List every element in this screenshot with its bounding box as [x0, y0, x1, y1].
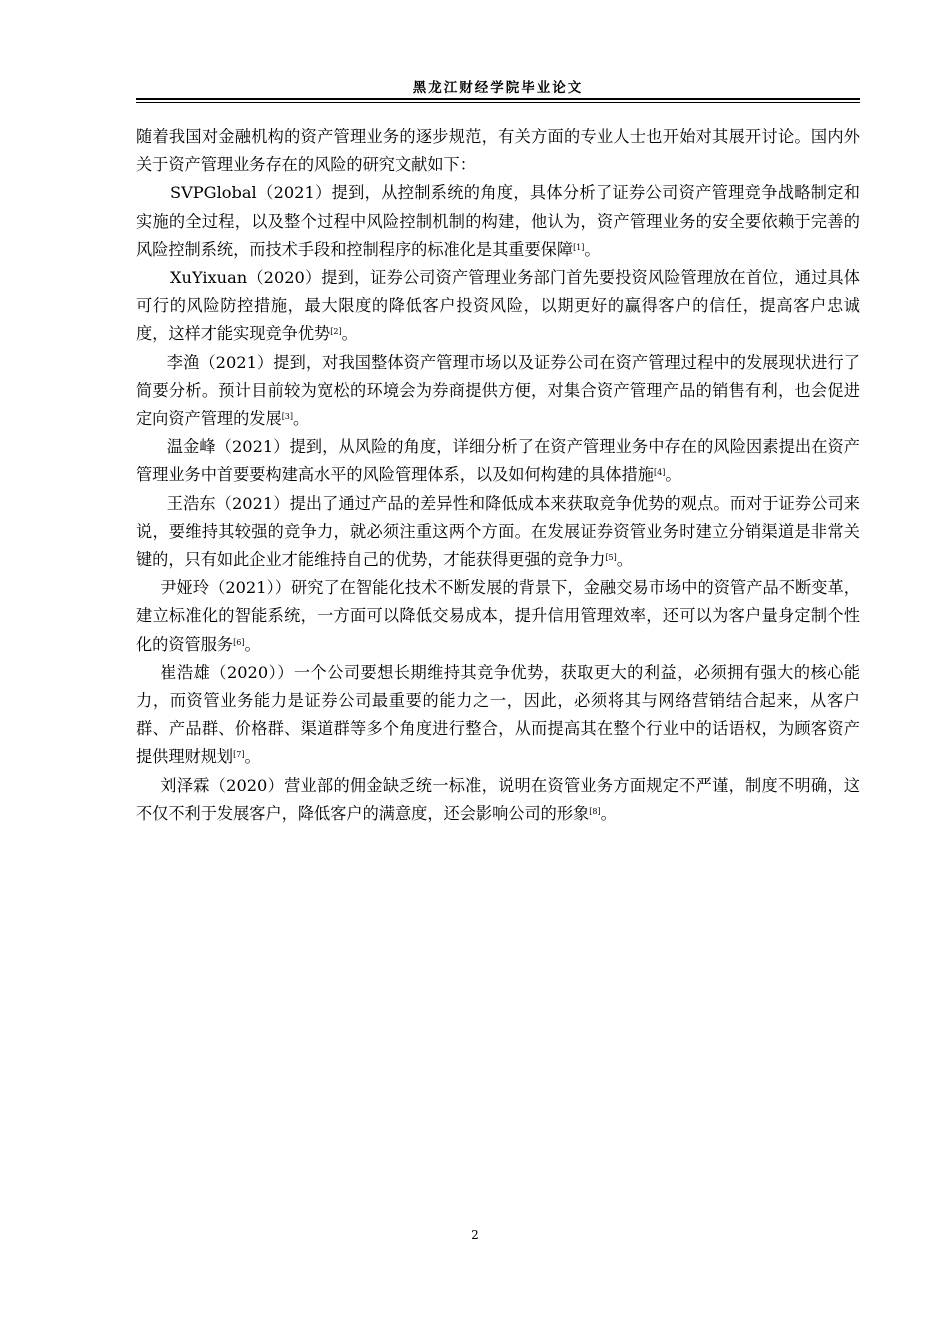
header-rule-thick: [136, 98, 860, 100]
paragraph-liuzelin: 刘泽霖（2020）营业部的佣金缺乏统一标准，说明在资管业务方面规定不严谨，制度不明确，这不仅不利于发展客户，降低客户的满意度，还会影响公司的形象[8]。: [136, 775, 860, 823]
paragraph-xuyixuan: XuYixuan（2020）提到，证券公司资产管理业务部门首先要投资风险管理放在首位，通过具体可行的风险防控措施，最大限度的降低客户投资风险，以期更好的赢得客户的信任，提高客户忠诚度，这样才能实现竞争优势[2]。: [136, 268, 860, 344]
page-number: 2: [471, 1228, 479, 1242]
paragraph-wanghaodong: 王浩东（2021）提出了通过产品的差异性和降低成本来获取竞争优势的观点。而对于证券公司来说，要维持其较强的竞争力，就必须注重这两个方面。在发展证券资管业务时建立分销渠道是非常关键的，只有如此企业才能维持自己的优势，才能获得更强的竞争力[5]。: [136, 493, 860, 570]
citation-3: [3]: [281, 412, 294, 422]
header-rule-thin: [136, 102, 860, 103]
paragraph-yinyaling: 尹娅玲（2021））研究了在智能化技术不断发展的背景下，金融交易市场中的资管产品不断变革，建立标准化的智能系统，一方面可以降低交易成本，提升信用管理效率，还可以为客户量身定制个性化的资管服务[6]。: [136, 578, 860, 654]
body-text: [136, 123, 860, 828]
citation-5: [5]: [605, 553, 617, 563]
running-header: 黑龙江财经学院毕业论文: [412, 80, 584, 96]
paragraph-intro: 随着我国对金融机构的资产管理业务的逐步规范，有关方面的专业人士也开始对其展开讨论。国内外关于资产管理业务存在的风险的研究文献如下：: [136, 127, 860, 175]
citation-7: [7]: [233, 750, 245, 760]
citation-2: [2]: [330, 327, 342, 337]
paragraph-wenjinfeng: 温金峰（2021）提到，从风险的角度，详细分析了在资产管理业务中存在的风险因素提出在资产管理业务中首要要构建高水平的风险管理体系，以及如何构建的具体措施[4]。: [136, 437, 860, 485]
citation-8: [8]: [589, 806, 601, 816]
citation-4: [4]: [654, 468, 666, 478]
paragraph-svpglobal: SVPGlobal（2021）提到，从控制系统的角度，具体分析了证券公司资产管理竞争战略制定和实施的全过程，以及整个过程中风险控制机制的构建，他认为，资产管理业务的安全要依赖于完善的风险控制系统，而技术手段和控制程序的标准化是其重要保障[1]。: [136, 183, 860, 259]
paragraph-liyu: 李渔（2021）提到，对我国整体资产管理市场以及证券公司在资产管理过程中的发展现状进行了简要分析。预计目前较为宽松的环境会为券商提供方便，对集合资产管理产品的销售有利，也会促进定向资产管理的发展[3]。: [136, 352, 860, 429]
citation-1: [1]: [573, 242, 585, 252]
citation-6: [6]: [233, 637, 245, 647]
paragraph-cuihaoxiong: 崔浩雄（2020））一个公司要想长期维持其竞争优势，获取更大的利益，必须拥有强大的核心能力，而资管业务能力是证券公司最重要的能力之一，因此，必须将其与网络营销结合起来，从客户群、产品群、价格群、渠道群等多个角度进行整合，从而提高其在整个行业中的话语权，为顾客资产提供理财规划[7]。: [136, 662, 860, 767]
